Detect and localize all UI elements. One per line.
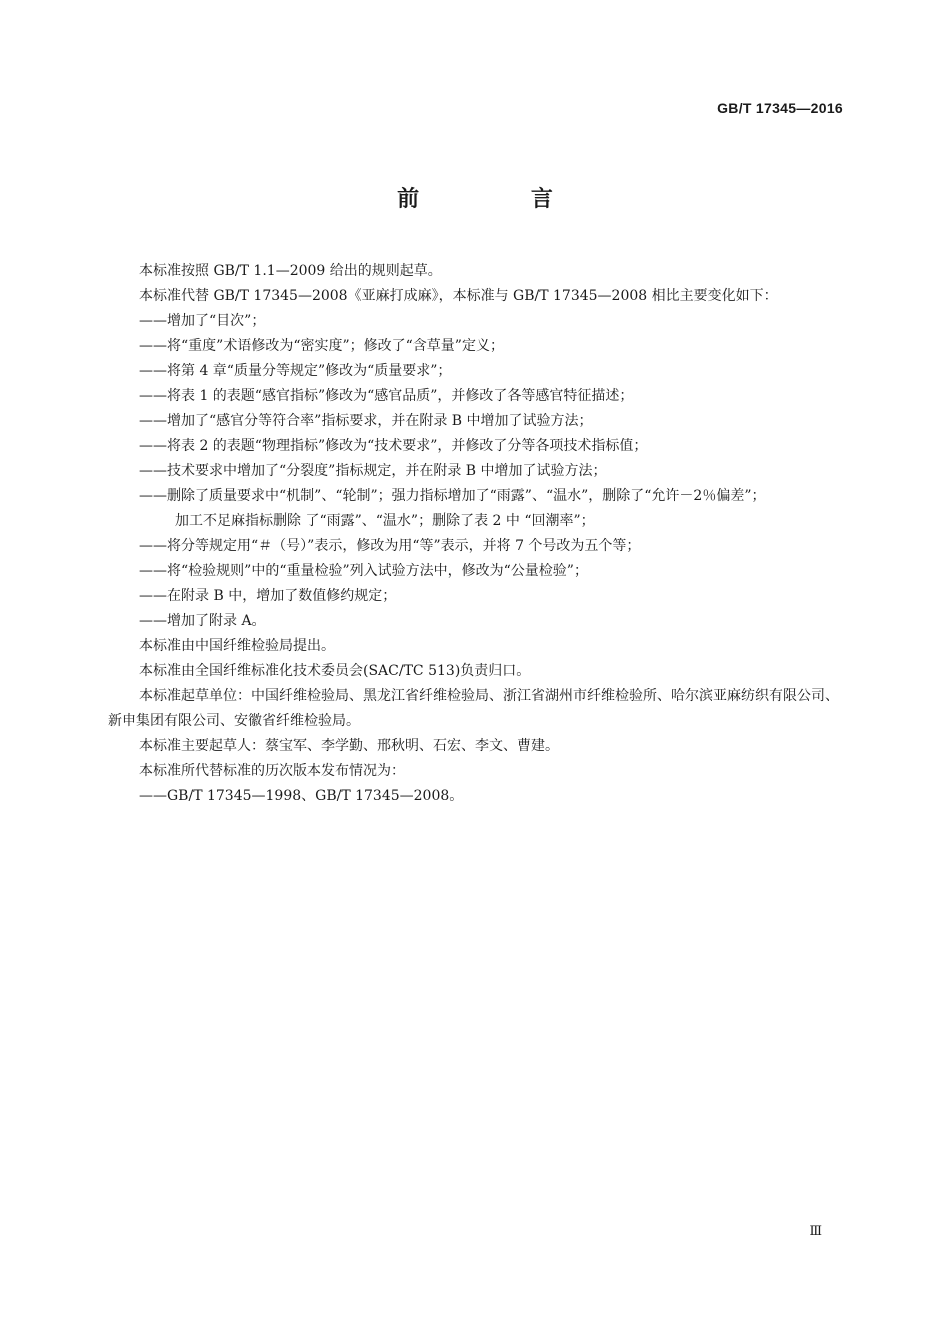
change-item: ——在附录 B 中，增加了数值修约规定； <box>139 588 397 604</box>
paragraph-history-intro: 本标准所代替标准的历次版本发布情况为： <box>139 763 405 779</box>
change-item: ——删除了质量要求中“机制”、“轮制”；强力指标增加了“雨露”、“温水”，删除了“允许－2％偏差”； <box>139 488 766 504</box>
change-item: ——将分等规定用“＃（号）”表示，修改为用“等”表示，并将 7 个号改为五个等； <box>139 538 641 554</box>
page-number: Ⅲ <box>809 1224 822 1239</box>
change-item: ——将表 1 的表题“感官指标”修改为“感官品质”，并修改了各等感官特征描述； <box>139 388 634 404</box>
paragraph-replaces: 本标准代替 GB/T 17345—2008《亚麻打成麻》，本标准与 GB/T 17345—2008 相比主要变化如下： <box>139 288 778 304</box>
change-item: ——将“检验规则”中的“重量检验”列入试验方法中，修改为“公量检验”； <box>139 563 588 579</box>
paragraph-drafting-units: 本标准起草单位：中国纤维检验局、黑龙江省纤维检验局、浙江省湖州市纤维检验所、哈尔滨亚麻纺织有限公司、新申集团有限公司、安徽省纤维检验局。 <box>108 688 839 729</box>
change-item: ——技术要求中增加了“分裂度”指标规定，并在附录 B 中增加了试验方法； <box>139 463 607 479</box>
paragraph-drafting-rules: 本标准按照 GB/T 1.1—2009 给出的规则起草。 <box>139 263 442 279</box>
paragraph-drafters: 本标准主要起草人：蔡宝军、李学勤、邢秋明、石宏、李文、曹建。 <box>139 738 559 754</box>
change-item: ——将“重度”术语修改为“密实度”；修改了“含草量”定义； <box>139 338 504 354</box>
page-title: 前 言 <box>397 187 605 212</box>
change-item: ——将表 2 的表题“物理指标”修改为“技术要求”，并修改了分等各项技术指标值； <box>139 438 648 454</box>
standard-code: GB/T 17345—2016 <box>717 100 843 116</box>
change-item: ——增加了“感官分等符合率”指标要求，并在附录 B 中增加了试验方法； <box>139 413 593 429</box>
change-item: ——将第 4 章“质量分等规定”修改为“质量要求”； <box>139 363 452 379</box>
foreword-body <box>108 259 843 809</box>
change-item: ——增加了附录 A。 <box>139 613 266 629</box>
paragraph-committee: 本标准由全国纤维标准化技术委员会(SAC/TC 513)负责归口。 <box>139 663 531 679</box>
change-item-continued: 加工不足麻指标删除 了“雨露”、“温水”；删除了表 2 中 “回潮率”； <box>175 513 595 529</box>
paragraph-proposer: 本标准由中国纤维检验局提出。 <box>139 638 335 654</box>
history-item: ——GB/T 17345—1998、GB/T 17345—2008。 <box>139 788 464 804</box>
change-item: ——增加了“目次”； <box>139 313 266 329</box>
